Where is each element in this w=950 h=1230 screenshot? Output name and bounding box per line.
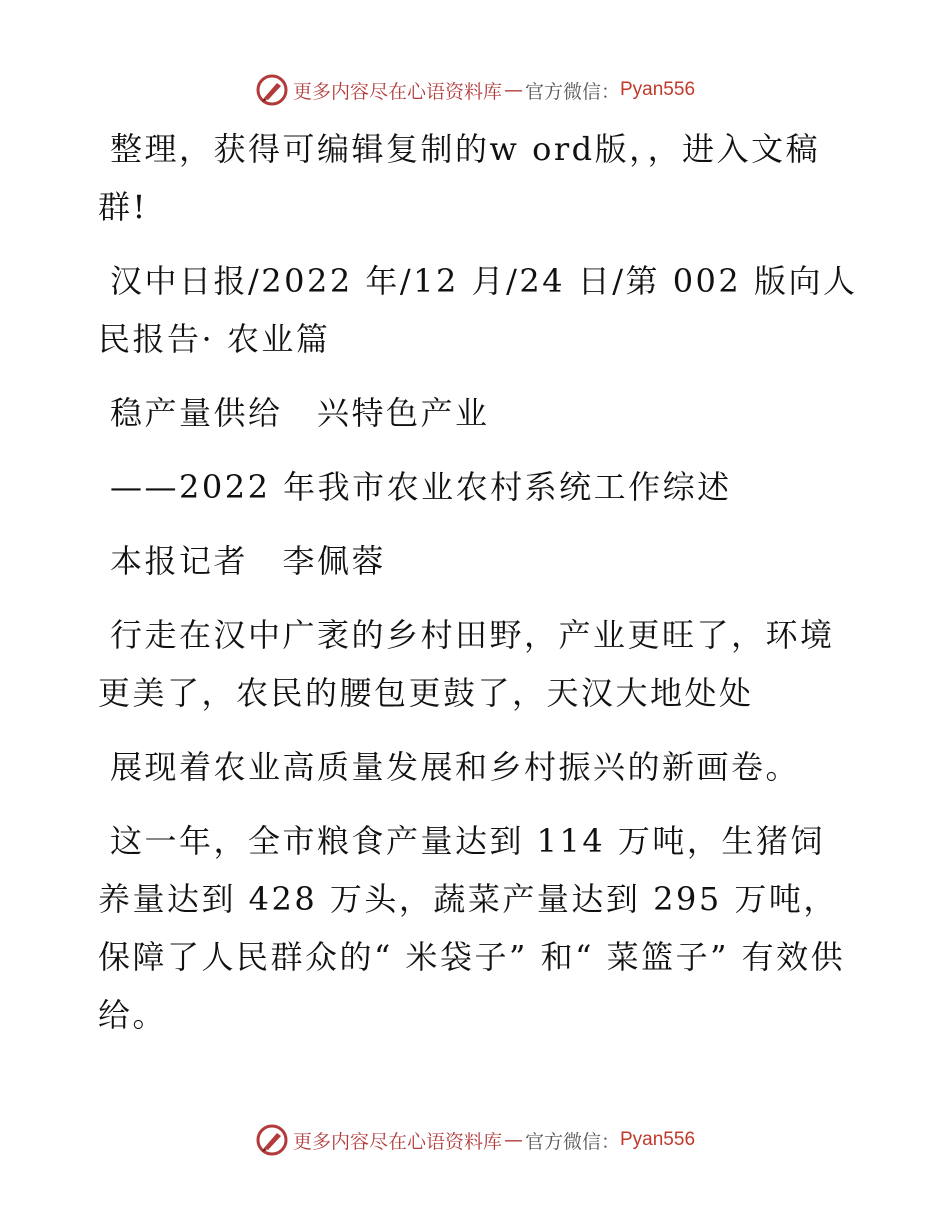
paragraph-body-2: 展现着农业高质量发展和乡村振兴的新画卷。 bbox=[110, 748, 801, 786]
header-watermark bbox=[0, 70, 950, 110]
watermark-account: Pyan556 bbox=[620, 79, 696, 100]
paragraph-source: 汉中日报/2022 年/12 月/24 日/第 002 版向人民报告· 农业篇 bbox=[98, 262, 858, 358]
watermark-site: 更多内容尽在心语资料库 bbox=[292, 80, 502, 103]
article-title: 稳产量供给 兴特色产业 bbox=[110, 394, 490, 432]
article-byline: 本报记者 李佩蓉 bbox=[110, 542, 387, 580]
footer-watermark bbox=[0, 1120, 950, 1160]
pen-logo-icon bbox=[255, 1123, 289, 1157]
paragraph-body-1: 行走在汉中广袤的乡村田野，产业更旺了，环境更美了，农民的腰包更鼓了，天汉大地处处 bbox=[98, 616, 835, 712]
watermark-site: 更多内容尽在心语资料库 bbox=[292, 1130, 502, 1153]
paragraph-intro: 整理，获得可编辑复制的w ord版，，进入文稿群! bbox=[98, 130, 821, 226]
pen-logo-icon bbox=[255, 73, 289, 107]
watermark-label: 官方微信： bbox=[524, 1130, 620, 1153]
paragraph-body-3: 这一年，全市粮食产量达到 114 万吨，生猪饲养量达到 428 万头，蔬菜产量达到 295 万吨，保障了人民群众的“ 米袋子” 和“ 菜篮子” 有效供给。 bbox=[98, 822, 846, 1034]
watermark-dash: — bbox=[503, 79, 523, 101]
watermark-account: Pyan556 bbox=[620, 1129, 696, 1150]
watermark-dash: — bbox=[503, 1129, 523, 1151]
document-body bbox=[98, 120, 858, 1060]
watermark-label: 官方微信： bbox=[524, 80, 620, 103]
article-subtitle: ——2022 年我市农业农村系统工作综述 bbox=[110, 468, 732, 506]
